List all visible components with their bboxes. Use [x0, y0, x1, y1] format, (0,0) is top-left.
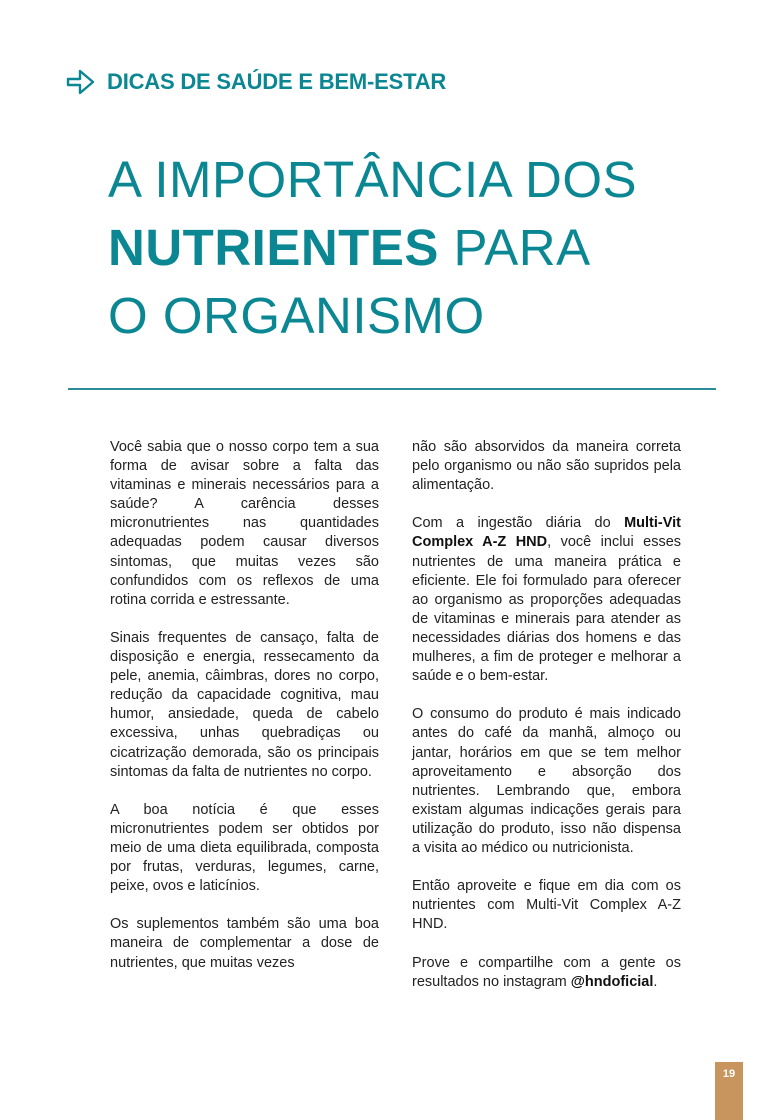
headline-line-1: A IMPORTÂNCIA DOS: [108, 151, 638, 208]
paragraph: [412, 954, 681, 992]
paragraph: A boa notícia é que esses micronutrientes podem ser obtidos por meio de uma dieta equilibrada, composta por frutas, verduras, legumes, carne, peixe, ovos e laticínios.: [110, 801, 379, 895]
arrow-right-icon: [66, 66, 98, 98]
instagram-handle: @hndoficial: [570, 973, 654, 990]
headline-keyword: NUTRIENTES: [108, 219, 439, 276]
paragraph-text: .: [653, 973, 658, 990]
product-name: Multi-Vit Complex A-Z HND: [412, 515, 681, 551]
paragraph: O consumo do produto é mais indicado antes do café da manhã, almoço ou jantar, horários em que se tem melhor aproveitamento e absorção dos nutrientes. Lembrando que, embora existam algumas indicações gerais para utilização do produto, isso não dispensa a visita ao médico ou nutricionista.: [412, 706, 681, 856]
article-headline: [108, 146, 748, 350]
paragraph-text: , você inclui esses nutrientes de uma maneira prática e eficiente. Ele foi formulado para oferecer ao organismo as proporções adequadas de vitaminas e minerais para atender as necessidades diárias dos homens e das mulheres, a fim de proteger e melhorar a saúde e o bem-estar.: [412, 534, 682, 685]
paragraph-text: Com a ingestão diária do: [412, 515, 625, 532]
headline-line-2: [108, 214, 748, 282]
right-column: [412, 438, 681, 992]
paragraph: [412, 514, 681, 686]
paragraph-text: Prove e compartilhe com a gente os resultados no instagram: [412, 954, 681, 990]
left-column: [110, 438, 379, 973]
section-title: DICAS DE SAÚDE E BEM-ESTAR: [107, 69, 447, 94]
paragraph: Você sabia que o nosso corpo tem a sua forma de avisar sobre a falta das vitaminas e minerais necessários para a saúde? A carência desses micronutrientes nas quantidades adequadas podem causar diversos sintomas, que muitas vezes são confundidos com os reflexos de uma rotina corrida e estressante.: [110, 439, 379, 608]
paragraph: Então aproveite e fique em dia com os nutrientes com Multi-Vit Complex A-Z HND.: [412, 878, 681, 933]
paragraph: Sinais frequentes de cansaço, falta de disposição e energia, ressecamento da pele, anemia, câimbras, dores no corpo, redução da capacidade cognitiva, mau humor, ansiedade, queda de cabelo excessiva, unhas quebradiças ou cicatrização demorada, são os principais sintomas da falta de nutrientes no corpo.: [110, 629, 379, 780]
paragraph: não são absorvidos da maneira correta pelo organismo ou não são supridos pela alimentação.: [412, 439, 681, 494]
divider: [68, 388, 716, 390]
headline-line-2-rest: PARA: [438, 219, 591, 276]
headline-line-3: O ORGANISMO: [108, 287, 485, 344]
page-number: 19: [715, 1062, 743, 1120]
section-header: [66, 66, 446, 98]
paragraph: Os suplementos também são uma boa maneira de complementar a dose de nutrientes, que muitas vezes: [110, 916, 379, 971]
